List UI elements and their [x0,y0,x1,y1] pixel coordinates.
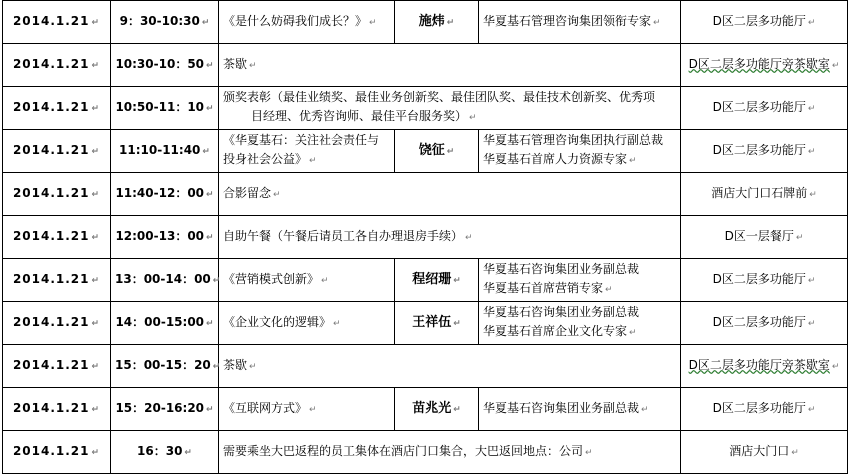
date-cell: 2014.1.21 ↵ [3,388,111,431]
date-cell: 2014.1.21 ↵ [3,216,111,259]
topic-cell: 《互联网方式》 ↵ [219,388,395,431]
time-cell: 11:10-11:40 ↵ [111,130,219,173]
speaker-cell: 程绍珊 ↵ [395,259,479,302]
venue-cell: D区二层多功能厅 ↵ [681,87,848,130]
speaker-title-cell: 华夏基石管理咨询集团领衔专家 ↵ [479,1,681,44]
time-cell: 10:50-11：10 ↵ [111,87,219,130]
topic-cell: 茶歇 ↵ [219,44,681,87]
speaker-title-cell: 华夏基石咨询集团业务副总裁 华夏基石首席企业文化专家 ↵ [479,302,681,345]
topic-cell: 合影留念 ↵ [219,173,681,216]
speaker-title-cell: 华夏基石咨询集团业务副总裁 ↵ [479,388,681,431]
speaker-cell: 王祥伍 ↵ [395,302,479,345]
venue-cell: D区一层餐厅 ↵ [681,216,848,259]
date-cell: 2014.1.21 ↵ [3,1,111,44]
topic-cell: 《是什么妨碍我们成长？》 ↵ [219,1,395,44]
table-row [3,130,848,173]
venue-cell: D区二层多功能厅旁茶歇室 ↵ [681,44,848,87]
topic-cell: 《营销模式创新》 ↵ [219,259,395,302]
date-cell: 2014.1.21 ↵ [3,259,111,302]
topic-cell: 颁奖表彰（最佳业绩奖、最佳业务创新奖、最佳团队奖、最佳技术创新奖、优秀项 目经理、优秀咨询师、最佳平台服务奖） ↵ [219,87,681,130]
venue-cell: 酒店大门口石牌前 ↵ [681,173,848,216]
venue-cell: D区二层多功能厅 ↵ [681,388,848,431]
venue-cell: D区二层多功能厅 ↵ [681,130,848,173]
speaker-cell: 苗兆光 ↵ [395,388,479,431]
time-cell: 11:40-12：00 ↵ [111,173,219,216]
time-cell: 13：00-14：00 ↵ [111,259,219,302]
topic-cell: 《企业文化的逻辑》 ↵ [219,302,395,345]
table-row [3,173,848,216]
topic-cell: 茶歇 ↵ [219,345,681,388]
table-row [3,259,848,302]
table-row [3,302,848,345]
time-cell: 12:00-13：00 ↵ [111,216,219,259]
date-cell: 2014.1.21 ↵ [3,302,111,345]
date-cell: 2014.1.21 ↵ [3,87,111,130]
table-row [3,87,848,130]
table-row [3,44,848,87]
venue-cell: 酒店大门口 ↵ [681,431,848,474]
table-row [3,388,848,431]
date-cell: 2014.1.21 ↵ [3,44,111,87]
time-cell: 14：00-15:00 ↵ [111,302,219,345]
time-cell: 15：00-15：20 ↵ [111,345,219,388]
speaker-cell: 施炜 ↵ [395,1,479,44]
table-row [3,431,848,474]
table-row [3,216,848,259]
topic-cell: 需要乘坐大巴返程的员工集体在酒店门口集合，大巴返回地点：公司 ↵ [219,431,681,474]
table-row [3,345,848,388]
date-cell: 2014.1.21 ↵ [3,130,111,173]
venue-cell: D区二层多功能厅 ↵ [681,1,848,44]
schedule-table [2,0,848,474]
venue-cell: D区二层多功能厅 ↵ [681,259,848,302]
date-cell: 2014.1.21 ↵ [3,173,111,216]
date-cell: 2014.1.21 ↵ [3,431,111,474]
speaker-title-cell: 华夏基石咨询集团业务副总裁 华夏基石首席营销专家 ↵ [479,259,681,302]
time-cell: 16：30 ↵ [111,431,219,474]
date-cell: 2014.1.21 ↵ [3,345,111,388]
time-cell: 10:30-10：50 ↵ [111,44,219,87]
venue-cell: D区二层多功能厅旁茶歇室 ↵ [681,345,848,388]
time-cell: 9：30-10:30 ↵ [111,1,219,44]
venue-cell: D区二层多功能厅 ↵ [681,302,848,345]
time-cell: 15：20-16:20 ↵ [111,388,219,431]
topic-cell: 自助午餐（午餐后请员工各自办理退房手续） ↵ [219,216,681,259]
table-row [3,1,848,44]
speaker-title-cell: 华夏基石管理咨询集团执行副总裁 华夏基石首席人力资源专家 ↵ [479,130,681,173]
speaker-cell: 饶征 ↵ [395,130,479,173]
topic-cell: 《华夏基石：关注社会责任与 投身社会公益》 ↵ [219,130,395,173]
